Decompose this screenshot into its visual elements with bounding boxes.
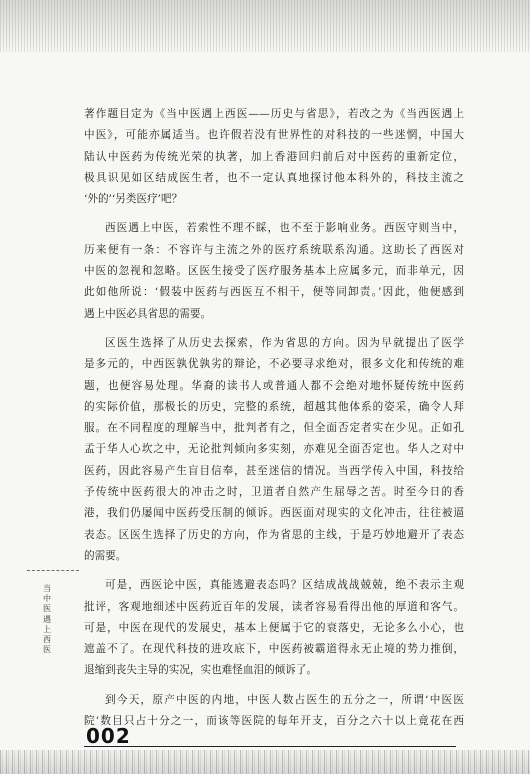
paragraph-5 [84, 690, 464, 733]
running-title-char: 医 [43, 604, 51, 614]
paragraph-3 [84, 333, 464, 567]
running-title-char: 医 [43, 645, 51, 655]
scan-shadow-bottom [0, 750, 530, 774]
text-line: 是多元的，中西医孰优孰劣的辩论，不必要寻求绝对，很多文化和传统的难 [84, 358, 464, 371]
text-line: 批评，客观地细述中医药近百年的发展，读者容易看得出他的厚道和客气。 [84, 600, 464, 613]
text-line: 历来便有一条：不容许与主流之外的医疗系统联系沟通。这助长了西医对 [84, 243, 464, 256]
paragraph-1 [84, 104, 464, 210]
text-line: 区医生选择了从历史去探索，作为省思的方向。因为早就提出了医学 [105, 336, 464, 349]
side-divider [27, 570, 79, 571]
running-title-char: 当 [43, 584, 51, 593]
text-line: 院’数目只占十分之一，而该等医院的每年开支，百分之六十以上竟花在西 [84, 715, 464, 728]
text-line: 的实际价值，那极长的历史，完整的系统，超越其他体系的姿采，确令人拜 [84, 400, 464, 413]
text-line: 孟于华人心坎之中，无论批判倾向多实刻，亦难见全面否定也。华人之对中 [84, 443, 464, 456]
text-line: 予传统中医药很大的冲击之时，卫道者自然产生屈辱之苦。时至今日的香 [84, 486, 464, 499]
running-title-char: 上 [43, 624, 51, 634]
text-line: 题，也便容易处理。华裔的读书人或普通人都不会绝对地怀疑传统中医药 [84, 379, 464, 392]
text-line: 中医的忽视和忽略。区医生接受了医疗服务基本上应属多元，而非单元，因 [84, 265, 464, 278]
footer-rule [84, 746, 456, 747]
text-line: 表态。区医生选择了历史的方向，作为省思的主线，于是巧妙地避开了表态 [84, 528, 464, 541]
text-line: 港，我们仍屡闻中医药受压制的倾诉。西医面对现实的文化冲击，往往被逼 [84, 507, 464, 520]
text-line: 此如他所说：‘假装中医药与西医互不相干，便等同卸责。’因此，他便感到 [84, 286, 464, 299]
body-text [84, 104, 464, 732]
running-title-char: 遇 [43, 614, 51, 624]
text-line: 遇上中医必具省思的需要。 [84, 307, 212, 320]
paragraph-2 [84, 218, 464, 324]
text-line: 著作题目定为《当中医遇上西医——历史与省思》，若改之为《当西医遇上 [84, 108, 464, 120]
scan-shadow-top [0, 0, 530, 52]
text-line: 到今天，原产中医的内地，中医人数占医生的五分之一，所谓‘中医医 [105, 693, 464, 706]
text-line: 可是，西医论中医，真能逃避表态吗？区结成战战兢兢，绝不表示主观 [105, 579, 464, 592]
text-line: 遮盖不了。在现代科技的进攻底下，中医药被霸道得永无止境的势力推倒， [84, 643, 464, 656]
text-line: 医药，因此容易产生盲目信奉，甚至迷信的情况。当西学传入中国，科技给 [84, 464, 464, 477]
running-title-char: 中 [43, 594, 51, 604]
text-line: 退缩到丧失主导的实况，实也难怪血泪的倾诉了。 [84, 664, 318, 677]
text-line: 的需要。 [84, 549, 127, 562]
text-line: 陆认中医药为传统光荣的执著，加上香港回归前后对中医药的重新定位， [84, 150, 464, 163]
text-line: 中医》，可能亦属适当。也许假若没有世界性的对科技的一些迷惘，中国大 [84, 129, 464, 142]
text-line: 可是，中医在现代的发展史，基本上便属于它的衰落史，无论多么小心，也 [84, 621, 464, 634]
page-number: 002 [86, 724, 131, 748]
text-line: ‘外的’‘另类医疗’吧？ [84, 193, 183, 206]
paragraph-4 [84, 575, 464, 681]
running-title-char: 西 [43, 635, 51, 645]
running-title [40, 584, 54, 655]
text-line: 服。在不同程度的理解当中，批判者有之，但全面否定者实在少见。正如孔 [84, 422, 464, 435]
text-line: 极具识见如区结成医生者，也不一定认真地探讨他本科外的，科技主流之 [84, 171, 464, 184]
text-line: 西医遇上中医，若索性不理不睬，也不至于影响业务。西医守则当中， [105, 222, 464, 235]
